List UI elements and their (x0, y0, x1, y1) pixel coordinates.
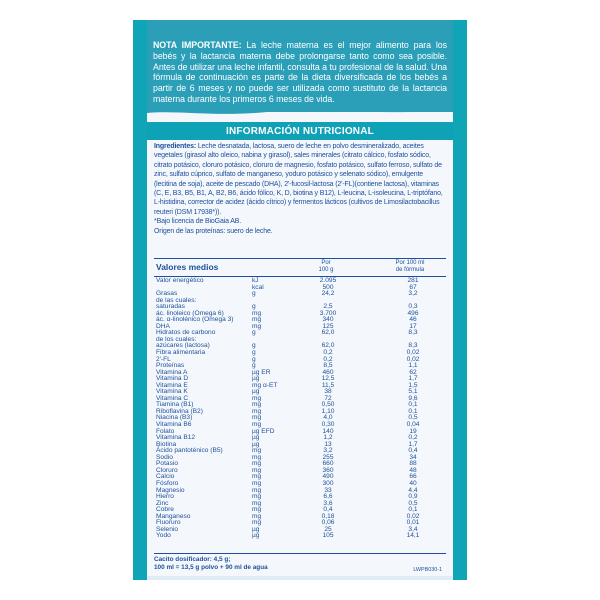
row-label: 2'-FL (156, 355, 171, 363)
row-unit: mg (252, 493, 262, 501)
row-unit: µg EFD (252, 427, 275, 435)
row-label: Niacina (B3) (156, 414, 193, 422)
row-value-100ml: 14,1 (406, 532, 420, 540)
dilution-line: 100 ml = 13,5 g polvo + 90 ml de agua (154, 563, 268, 571)
row-unit: mg (252, 322, 262, 330)
row-value-100ml: 0,02 (406, 355, 420, 363)
row-label: Fibra alimentaria (156, 349, 206, 357)
row-value-100g: 24,2 (321, 290, 335, 298)
row-label: Fluoruro (156, 519, 181, 527)
row-value-100g: 460 (322, 368, 334, 376)
info-header: INFORMACIÓN NUTRICIONAL (147, 122, 453, 140)
row-unit: mg (252, 407, 262, 415)
row-value-100ml: 0,3 (408, 303, 418, 311)
row-value-100ml: 281 (407, 277, 419, 284)
row-label: Cobre (156, 506, 174, 514)
note-title: NOTA IMPORTANTE: (153, 40, 242, 50)
row-label: de las cuales: (156, 296, 197, 304)
row-unit: mg (252, 460, 262, 468)
row-value-100g: 0,30 (321, 421, 335, 429)
row-unit: mg (252, 512, 262, 520)
row-value-100ml: 3,4 (408, 525, 418, 533)
row-unit: mg (252, 401, 262, 409)
row-value-100g: 125 (322, 322, 334, 330)
row-value-100g: 3,6 (323, 499, 333, 507)
row-label: Biotina (156, 440, 177, 448)
row-value-100ml: 40 (409, 479, 417, 487)
row-value-100ml: 0,5 (408, 414, 418, 422)
row-label: de los cuales: (156, 335, 197, 343)
row-value-100ml: 1,7 (408, 375, 418, 383)
row-unit: kcal (252, 283, 264, 291)
row-unit: mg (252, 479, 262, 487)
row-value-100g: 500 (322, 283, 334, 291)
row-value-100ml: 8,3 (408, 329, 418, 337)
values-table-header (154, 258, 446, 277)
row-label: Yodo (156, 532, 171, 540)
row-label: DHA (156, 322, 170, 330)
row-value-100g: 2.095 (319, 277, 337, 284)
row-value-100ml: 0,02 (406, 349, 420, 357)
row-unit: g (252, 355, 256, 363)
row-label: Vitamina B6 (156, 421, 192, 429)
note-text-block (153, 40, 447, 105)
row-unit: mg (252, 447, 262, 455)
row-value-100g: 2,5 (323, 303, 333, 311)
row-value-100g: 8,5 (323, 362, 333, 370)
row-value-100g: 4,0 (323, 414, 333, 422)
footer-text (154, 556, 268, 571)
row-label: saturadas (156, 303, 185, 311)
row-unit: mg (252, 394, 262, 402)
table-row (156, 533, 446, 540)
row-value-100g: 660 (322, 460, 334, 468)
row-value-100g: 3,2 (323, 447, 333, 455)
row-label: Vitamina B12 (156, 434, 196, 442)
row-value-100ml: 0,1 (408, 401, 418, 409)
row-value-100ml: 34 (409, 453, 417, 461)
row-value-100g: 12,5 (321, 375, 335, 383)
row-unit: kJ (252, 277, 259, 284)
bottom-strip (147, 576, 453, 580)
row-value-100ml: 0,9 (408, 493, 418, 501)
row-value-100g: 1,2 (323, 434, 333, 442)
row-value-100g: 62,0 (321, 329, 335, 337)
row-label: Vitamina E (156, 381, 188, 389)
row-value-100g: 0,18 (321, 512, 335, 520)
row-label: Selenio (156, 525, 178, 533)
row-unit: µg (252, 434, 260, 442)
row-unit: mg (252, 486, 262, 494)
row-unit: mg (252, 506, 262, 514)
row-label: Valor energético (156, 277, 204, 284)
row-unit: mg (252, 499, 262, 507)
row-value-100g: 6,6 (323, 493, 333, 501)
product-code: LWPB030-1 (413, 567, 442, 573)
protein-origin-note: Origen de las proteínas: suero de leche. (154, 227, 273, 235)
row-value-100ml: 17 (409, 322, 417, 330)
row-value-100g: 255 (322, 453, 334, 461)
row-unit: mg (252, 473, 262, 481)
row-value-100ml: 9,6 (408, 394, 418, 402)
row-value-100ml: 62 (409, 368, 417, 376)
row-value-100ml: 0,02 (406, 512, 420, 520)
row-value-100ml: 0,01 (406, 519, 420, 527)
col-per-100ml: Por 100 ml de fórmula (395, 260, 425, 273)
row-value-100ml: 8,3 (408, 342, 418, 350)
row-unit: µg ER (252, 368, 271, 376)
row-value-100ml: 66 (409, 473, 417, 481)
row-label: Folato (156, 427, 175, 435)
row-label: Potasio (156, 460, 178, 468)
row-value-100ml: 0,1 (408, 506, 418, 514)
row-value-100ml: 88 (409, 460, 417, 468)
row-value-100ml: 4,4 (408, 486, 418, 494)
row-unit: mg (252, 519, 262, 527)
row-label: Sodio (156, 453, 173, 461)
row-label: Proteínas (156, 362, 185, 370)
row-label: Fósforo (156, 479, 179, 487)
row-value-100ml: 46 (409, 316, 417, 324)
row-unit: g (252, 349, 256, 357)
row-label: Magnesio (156, 486, 185, 494)
row-value-100ml: 0,04 (406, 421, 420, 429)
row-unit: µg (252, 525, 260, 533)
row-label: Riboflavina (B2) (156, 407, 203, 415)
row-value-100g: 0,2 (323, 349, 333, 357)
row-value-100ml: 3,2 (408, 290, 418, 298)
row-unit: mg (252, 466, 262, 474)
row-label: Grasas (156, 290, 178, 298)
row-value-100g: 0,4 (323, 506, 333, 514)
row-value-100ml: 5,1 (408, 388, 418, 396)
ingredients-block (154, 142, 446, 236)
row-value-100ml: 67 (409, 283, 417, 291)
row-label: Vitamina K (156, 388, 188, 396)
row-unit: mg (252, 414, 262, 422)
note-body: La leche materna es el mejor alimento para los bebés y la lactancia materna debe prolongarse tanto como sea posible. Antes de utilizar una leche infantil, consulta a tu profesional de la salud. Una fórmula de continuación es parte de la dieta diversificada de los bebés a partir de 6 meses y no puede ser utilizada como sustituto de la lactancia materna durante los primeros 6 meses de vida. (153, 40, 448, 104)
row-unit: µg (252, 388, 260, 396)
values-table-title: Valores medios (156, 262, 219, 272)
row-label: Vitamina C (156, 394, 189, 402)
row-label: azúcares (lactosa) (156, 342, 210, 350)
row-label: Hierro (156, 493, 174, 501)
row-label: Vitamina A (156, 368, 188, 376)
row-unit: mg (252, 316, 262, 324)
row-label: Cloruro (156, 466, 178, 474)
values-table-rows (156, 278, 446, 540)
row-value-100g: 300 (322, 479, 334, 487)
row-value-100g: 105 (322, 532, 334, 540)
row-value-100g: 25 (324, 525, 332, 533)
row-unit: g (252, 342, 256, 350)
row-value-100g: 1,10 (321, 407, 335, 415)
row-unit: µg (252, 440, 260, 448)
row-unit: mg α-ET (252, 381, 278, 389)
row-value-100ml: 0,4 (408, 447, 418, 455)
row-unit: µg (252, 532, 260, 540)
wave-separator (147, 104, 453, 116)
row-value-100ml: 1,7 (408, 440, 418, 448)
row-value-100g: 0,2 (323, 355, 333, 363)
row-label: Tiamina (B1) (156, 401, 194, 409)
row-value-100ml: 496 (407, 309, 419, 317)
ingredients-label: Ingredientes: (154, 143, 197, 150)
row-label: Hidratos de carbono (156, 329, 216, 337)
row-label: Calcio (156, 473, 175, 481)
row-value-100g: 140 (322, 427, 334, 435)
row-unit: mg (252, 421, 262, 429)
row-value-100ml: 0,2 (408, 434, 418, 442)
row-label: Ácido pantoténico (B5) (156, 447, 223, 455)
row-value-100g: 38 (324, 388, 332, 396)
row-value-100g: 0,06 (321, 519, 335, 527)
row-label: Zinc (156, 499, 169, 507)
row-label: ác. linoleico (Omega 6) (156, 309, 224, 317)
row-value-100g: 72 (324, 394, 332, 402)
footer (154, 553, 446, 573)
row-value-100g: 13 (324, 440, 332, 448)
row-value-100g: 62,0 (321, 342, 335, 350)
scoop-line: Cacito dosificador: 4,5 g; (154, 556, 231, 563)
row-unit: g (252, 303, 256, 311)
row-value-100g: 340 (322, 316, 334, 324)
row-label: Vitamina D (156, 375, 189, 383)
row-value-100g: 33 (324, 486, 332, 494)
row-value-100ml: 48 (409, 466, 417, 474)
row-unit: g (252, 329, 256, 337)
row-unit: mg (252, 453, 262, 461)
row-value-100ml: 0,1 (408, 407, 418, 415)
row-value-100g: 3.700 (319, 309, 337, 317)
row-value-100g: 11,5 (321, 381, 335, 389)
col-per-100g: Por 100 g (318, 260, 334, 273)
license-note: *Bajo licencia de BioGaia AB. (154, 218, 242, 226)
row-value-100g: 360 (322, 466, 334, 474)
row-label: Manganeso (156, 512, 191, 520)
row-value-100ml: 19 (409, 427, 417, 435)
important-note (147, 20, 453, 112)
row-value-100ml: 1,5 (408, 381, 418, 389)
ingredients-text: Leche desnatada, lactosa, suero de leche en polvo desmineralizado, aceites vegetales (girasol alto oleico, nabina y girasol), sales minerales (citrato cálcico, fosfato sódico, citrato potásico, cloruro potásico, cloruro de magnesio, fosfato potásico, sulfato ferroso, sulfato de zinc, sulfato cúprico, sulfato de manganeso, yoduro potásico y selenato sódico), emulgente (lecitina de soja), aceite de pescado (DHA), 2'-fucosil-lactosa (2'-FL)(contiene lactosa), vitaminas (C, E, B3, B5, B1, A, B2, B6, ácido fólico, K, D, biotina y B12), L-leucina, L-isoleucina, L-triptófano, L-histidina, corrector de acidez (ácido cítrico) y fermentos lácticos (cultivos de Limosilactobacillus reuteri (DSM 17938*)). (154, 143, 443, 216)
row-unit: mg (252, 309, 262, 317)
row-label: ác. α-linolénico (Omega 3) (156, 316, 234, 324)
row-value-100ml: 1,1 (408, 362, 418, 370)
row-value-100ml: 0,5 (408, 499, 418, 507)
row-value-100g: 490 (322, 473, 334, 481)
row-value-100g: 0,50 (321, 401, 335, 409)
row-unit: g (252, 362, 256, 370)
row-unit: g (252, 290, 256, 298)
row-unit: µg (252, 375, 260, 383)
